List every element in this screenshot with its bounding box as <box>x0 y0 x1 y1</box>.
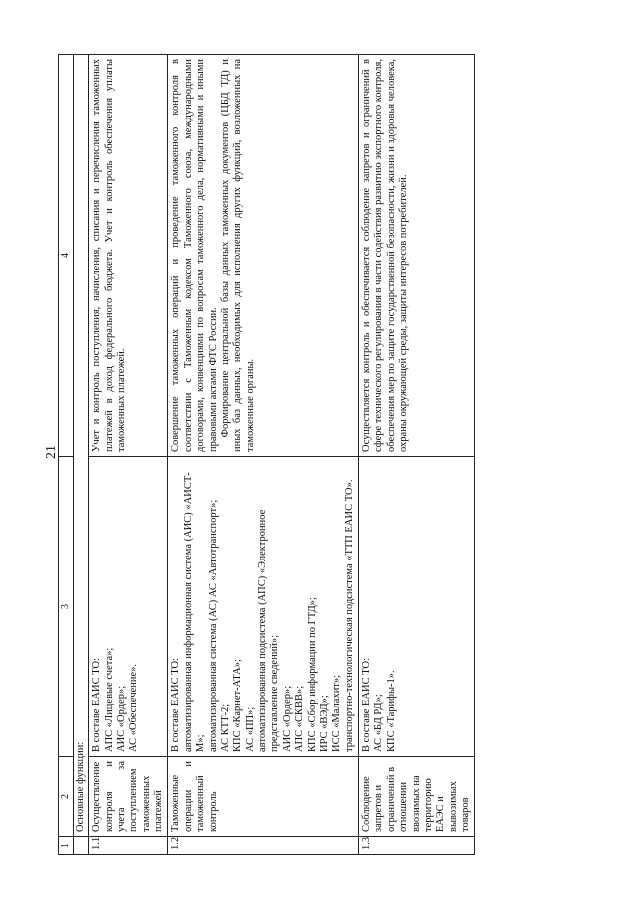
table-row <box>168 55 359 855</box>
header-cell-4: 4 <box>59 55 74 457</box>
description-cell <box>359 55 475 457</box>
systems-cell <box>168 457 359 757</box>
system-line: АИС «Ордер»; <box>115 685 127 752</box>
systems-cell <box>359 457 475 757</box>
header-row <box>59 55 74 855</box>
system-line: КПС «Тарифы-1». <box>385 670 397 752</box>
systems-cell <box>89 457 168 757</box>
function-name: Осуществление контроля и учета за поступлением таможенных платежей <box>89 757 168 837</box>
row-number: 1.2 <box>168 837 359 855</box>
row-number: 1.3 <box>359 837 475 855</box>
function-name: Соблюдение запретов и ограничений в отношении ввозимых на территорию ЕАЭС и вывозимых товаров <box>359 757 475 837</box>
header-cell-1: 1 <box>59 837 74 855</box>
system-line: В составе ЕАИС ТО: <box>170 657 182 752</box>
system-line: ИСС «Малахит»; <box>331 674 343 752</box>
section-title: Основные функции: <box>73 55 88 837</box>
system-line: транспортно-технологическая подсистема «ТТП ЕАИС ТО». <box>343 479 355 752</box>
header-cell-3: 3 <box>59 457 74 757</box>
system-line: ИРС «ВЭД»; <box>318 695 330 752</box>
system-line: В составе ЕАИС ТО: <box>361 657 373 752</box>
description-paragraph: Формирование центральной базы данных таможенных документов (ЦБД ТД) и иных баз данных, необходимых для исполнения других функций, возложенных на таможенные органы. <box>219 59 256 452</box>
system-line: В составе ЕАИС ТО: <box>91 657 103 752</box>
row-number: 1.1 <box>89 837 168 855</box>
system-line: автоматизированная информационная система (АИС) «АИСТ-М»; <box>182 472 207 752</box>
description-cell <box>168 55 359 457</box>
system-line: АПС «Лицевые счета»; <box>103 647 115 752</box>
description-paragraph: Учет и контроль поступления, начисления, списания и перечисления таможенных платежей в доход федерального бюджета. Учет и контроль обеспечения уплаты таможенных платежей. <box>91 59 127 452</box>
section-row <box>73 55 88 855</box>
section-empty-cell <box>73 837 88 855</box>
table-row <box>359 55 475 855</box>
system-line: АИС «Ордер»; <box>281 685 293 752</box>
system-line: АС КТТ-2; <box>219 703 231 752</box>
description-paragraph: Осуществляется контроль и обеспечивается соблюдение запретов и ограничений в сфере технического регулирования в части содействия развитию экспортного контроля, обеспечения мер по защите государственной безопасности, жизни и здоровья человека, охраны окружающей среды, защиты интересов потребителей. <box>361 59 410 452</box>
functions-table <box>58 54 475 855</box>
system-line: АПС «СКВВ»; <box>294 685 306 752</box>
function-name: Таможенные операции и таможенный контроль <box>168 757 359 837</box>
system-line: АС «Обеспечение». <box>128 663 140 752</box>
system-line: автоматизированная система (АС) АС «Автотранспорт»; <box>207 499 219 752</box>
system-line: КПС «Сбор информации по ГТД»; <box>306 597 318 752</box>
table-row <box>89 55 168 855</box>
rotated-table-container <box>58 55 578 855</box>
page-number: 21 <box>44 445 59 459</box>
description-cell <box>89 55 168 457</box>
system-line: АС «БД РД»; <box>373 694 385 752</box>
system-line: автоматизированная подсистема (АПС) «Электронное представление сведений»; <box>257 509 281 752</box>
system-line: КПС «Карнет-АТА»; <box>232 659 244 752</box>
header-cell-2: 2 <box>59 757 74 837</box>
system-line: АС «ПП»; <box>244 706 256 752</box>
description-paragraph: Совершение таможенных операций и проведение таможенного контроля в соответствии с Таможенным кодексом Таможенного союза, международными договорами, конвенциями по вопросам таможенного дела, нормативными и иными правовыми актами ФТС России. <box>170 59 219 452</box>
